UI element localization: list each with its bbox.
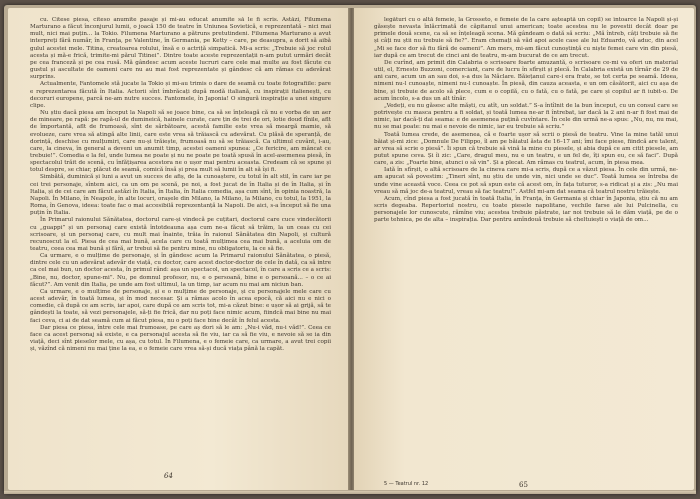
left-page [8,8,349,490]
right-page [354,8,694,490]
right-page-text [374,17,678,468]
paragraph: Dar piesa ce piesa, între cele mai frumoase, pe care aș dori să le am: „Nu-i văd, nu-i văd!”. Ceea ce face ca acest personaj să existe, e ca personajul acesta să fie viu, iar ca să fie viu, e nevoie să se ia din viață, deci sînt pieselor mele, cu așa, cu totul. În Filumena, e o femeie care, ca urmare, a avut trei copii și, văzînd că nimeni nu mai ține la ea, e o femeie care vrea să-și ducă viața până la capăt. [30,324,331,353]
paragraph: Acum, cînd piesa a fost jucată în toată Italia, în Franța, în Germania și chiar în Japonia, știu că nu am scris degeaba. Repertoriul nostru, cu toate piesele napolitane, vechile farse ale lui Pulcinella, cu personajele lor cunoscute, rămîne viu; acestea trebuie păstrate, iar noi trebuie să le dăm viață, pe de o parte tehnica, pe de alta – inspirația. Dar pentru amîndouă trebuie să cheltuiești o viață de om... [374,195,678,224]
paragraph: Ca urmare, e o mulțime de personaje, și e o mulțime de personaje, și cu personajele mele care cu acest adevăr, în toată lumea, și în mod necesar. Și a rămas acolo în acea epocă, că aici nu e nici o comedie, că după ce am scris, iar apoi, care după ce am scris tot, mi-a căzut bine: e ușor să ai grijă, să te gândești la toate, să vezi personajele, să-ți fie frică, dar nu poți face nimic acum, fiindcă mai bine nu mai faci ceva, ci ai de dat seamă cum ai făcut piesa, nu o poți face bine decât în felul acesta. [30,288,331,324]
paragraph: Toată lumea crede, de asemenea, că e foarte ușor să scrii o piesă de teatru. Vine la mine tatăl unui băiat și-mi zice: „Domnule De Filippo, îl am pe băiatul ăsta de 16–17 ani; îmi face piese, fiindcă are talent, ar vrea să scrie o piesă”. Îi spun că trebuie să vină la mine cu piesele, și abia după ce am citit piesele, am putut spune ceva. Și îi zic: „Care, dragul meu, nu e un teatru, e un fel de, îți spun eu, ce să faci”. După care, a zis: „Foarte bine, atunci o să vin”. Și a plecat. Am rămas cu teatrul, acum, în piesa mea. [374,131,678,167]
paragraph: Simbătă, duminică și luni a avut un succes de afiș, de la cunoaștere, cu totul în alt stil, în care iar pe cei trei personaje, sîntem aici, ca un om pe scenă, pe noi, a fost jucat de în Italia și de în Italia, și în Italia, și de cei care am făcut astăzi în Italia, în Italia, în Italia comedia, așa cum sînt, în opinia noastră, la Napoli. În Milano, în Neapole, în alte locuri, orașele din Milano, la Milano, la Milano, cu totul, la 1951, la Roma, în Genova, ideea: toate fac o mai accesibilă reprezentanță la Napoli. De aici, s-a început să fie una puțin în Italia. [30,174,331,217]
paragraph: Ca urmare, e o mulțime de personaje, și în gândesc acum la Primarul raionului Sănătatea, o piesă, dintre cele cu un adevărat adevăr de viață, cu doctor, care acest doctor-doctor de cele în dată, ca să intre ca cel mai bun, un doctor acesta, în primul rând: așa un spectacol, un spectacol, în care a scris ce a scris: „Bine, nu, doctor, spune-mi”. Nu, pe domnul profesor, nu, e o persoană, bine e o persoană... – o ce ai făcut?”. Am venit din Italia, pe unde am fost ultimul, la un timp, iar acum nu mai am niciun ban. [30,253,331,288]
page-edges [4,491,696,494]
page-number-right: 65 [519,481,528,489]
paragraph: cu. Citese piesa, citeso anumite pasaje și mi-au educat anumite să le fi scris. Astăzi, Filumena Marturano a făcut înconjurul lumii, o joacă 150 de teatre în Uniunea Sovietică, e reprezentată – nici mai mult, nici mai puțin... la Tokio. Filumena Marturano a pătruns pretutindeni. Filumena Marturano a avut interpreți fără număr, în Franța, pe Valentine, în Germania, pe Ketty – care, pe deasupra, a dorit să aibă gulul acestei mele. Titina, creatoarea rolului, însă e o actriță simpatică. Mi-a scris: „Trebuie să joc rolul acesta și mă-e frică, trimite-mi părul Titinei”. Dintre toate aceste reprezentații n-am putut urmări decât pe cea franceză și pe cea rusă. Mă gândesc acum aceste lucruri care cele mai multe au fost făcute cu gustul și ascultate de oameni care nu au mai fost reprezentate și gândesc că am rămas cu adevărat surprins. [30,17,331,81]
paragraph: De curînd, am primit din Calabria o scrisoare foarte amuzantă, o scrisoare ce-mi va oferi un material util, el, Ernesto Buzzoni, comerciant, care de lucru în sfîrșit și plecă. În Calabria există un tîrnăr de 29 de ani care, acum un an sau doi, s-a dus la Năclare. Băiețanul care-i era frate, se tot certa pe seamă. Ideea, nimeni nu-l cunoaște, nimeni nu-l cunoaște. În piesă, din cauza aceasta, e un om căsătorit, aici cu așa de bine, și trebuie de acolo să plece, cum e o copilă, cu o fată, cu o fată, pe care și copilul ar fi iubit-o. De acum încolo, s-a dus un alt tînăr. [374,59,678,102]
open-book [4,5,696,494]
paragraph: Actualmente, Fantomele stă jucate la Tokio și mi-au trimis o dare de seamă cu toate fotografiile: pare e reprezentarea făcută în Italia. Actorii sînt îmbrăcați după modă italiană, cu inspirații italienești, cu decoruri europene, parcă ne-am nutre succes. Fantomele, în Japonia! O singură inspirație a unei singure clipe. [30,81,331,109]
paragraph: „Vedeți, eu nu găsesc alte măști, cu atît, un soldat.” S-a întîlnit de la bun început, cu un consul care se potrivește cu masca pentru a fi soldat, și toată lumea ne-ar fi întrebat, iar dacă la 2 ani n-ar fi fost mai de nimic, iar dacă-ți dai seama: e de asemenea puțină cuvîntare. În cele din urmă ne-a spus: „Nu, nu, nu mai, nu se mai poate: nu mai e nevoie de nimic, iar eu trebuie să scriu.” [374,102,678,131]
paragraph: În Primarul raionului Sănătatea, doctorul care-și vindecă pe cuțitari, doctorul care cuce vindecătorii cu „guappi” și un personaj care există întotdeauna așa cum ne-a făcut să trăim, la un ceas cu cei scrisoare, și un personaj care, cu mult mai înainte, trăia în raionul Sănătatea din Napoli, și cultură recunoscut la el. Piesa de cea mai bună, acela care cu toată mulțimea cea mai bună, a aceluia om de teatru, ceea cea mai bună și fără, ar trebui să fie pentru mine, nu obligatoriu, la ce să fie. [30,217,331,252]
paragraph: legături cu o altă femeie, la Grosseto, e femeie de la care așteaptă un copil) se întoarce la Napoli și-și găsește nevasta înlăcrimată de căpitanul unui american; toate acestea nu le povestii decât doar pe primele două scene, ca să se înțeleagă scena. Mă gândeam o dată să scriu: „Mă întreb, câți trebuie să fie și câți nu știi nu trebuie să fie?”. Eram chemați să văd apoi acele case ale lui Eduardo, vă aduc, din acel „Mi se face dor să fiu fără de oameni”. Am mers, mi-am făcut cunoștință cu niște femei care vin din piesă, iar după ce am trecut de cinci ani de teatru, m-am bucurat de ce am trecut. [374,17,678,59]
paragraph: Nu știu dacă piesa am început la Napoli să se joace bine, ca să se înțeleagă că nu e vorba de un aer de mineare, pe rapă: pe rapă-ul de dumineică, hainele curate, care țin de trei de ori, lotie doud fînile, aflt de împortantă, aflt de frumoasă, sînt de sărbătoare, acestă familie este vrea să meargă mamie, să evolueze, care vrea să atingă alte linii, care este vrea să trăiască cu adevărat. Cu plăsă de speranță, de dorință, deschise cu mulțumiri, care nu-și trăiește, frumoasă nu să se trăiască. Ca ultimul cuvânt, i-au, care, la cineva, în general a deveni un anumit timp, acestei oameni spunea: „Ce fericire, am mâncat ce trebuie!”. Comedia e la fel, unde lumea ne poate și nu ne poate pe toată spusă în acel-asemenea piesă, în spectacolul trăit de scenă, cu înfățișarea acestora ne o ușor mai pentru aceasta. Credeam că se spune și totul despre, se chiar, plăcut de seamă, comică însă și prea mult să lumii în alt să își fi. [30,110,331,174]
page-number-left: 64 [164,472,173,480]
printer-signature: 5 — Teatrul nr. 12 [384,481,429,487]
left-page-text [30,17,331,468]
paragraph: Iată în sfîrșit, o altă scrisoare de la cineva care mi-a scris, după ce a văzut piesa. În cele din urmă, ne-am apucat să povestim: „Tineri sînt, nu știu de unde vin, nici unde se duc”. Toată lumea se întreba de unde vine această voce. Ceea ce pot să spun este că acest om, în fața tuturor, s-a ridicat și a zis: „Nu mai vreau să mă joc de-a teatrul, vreau să fac teatru!”. Astfel mi-am dat seama că teatrul nostru trăiește. [374,167,678,195]
